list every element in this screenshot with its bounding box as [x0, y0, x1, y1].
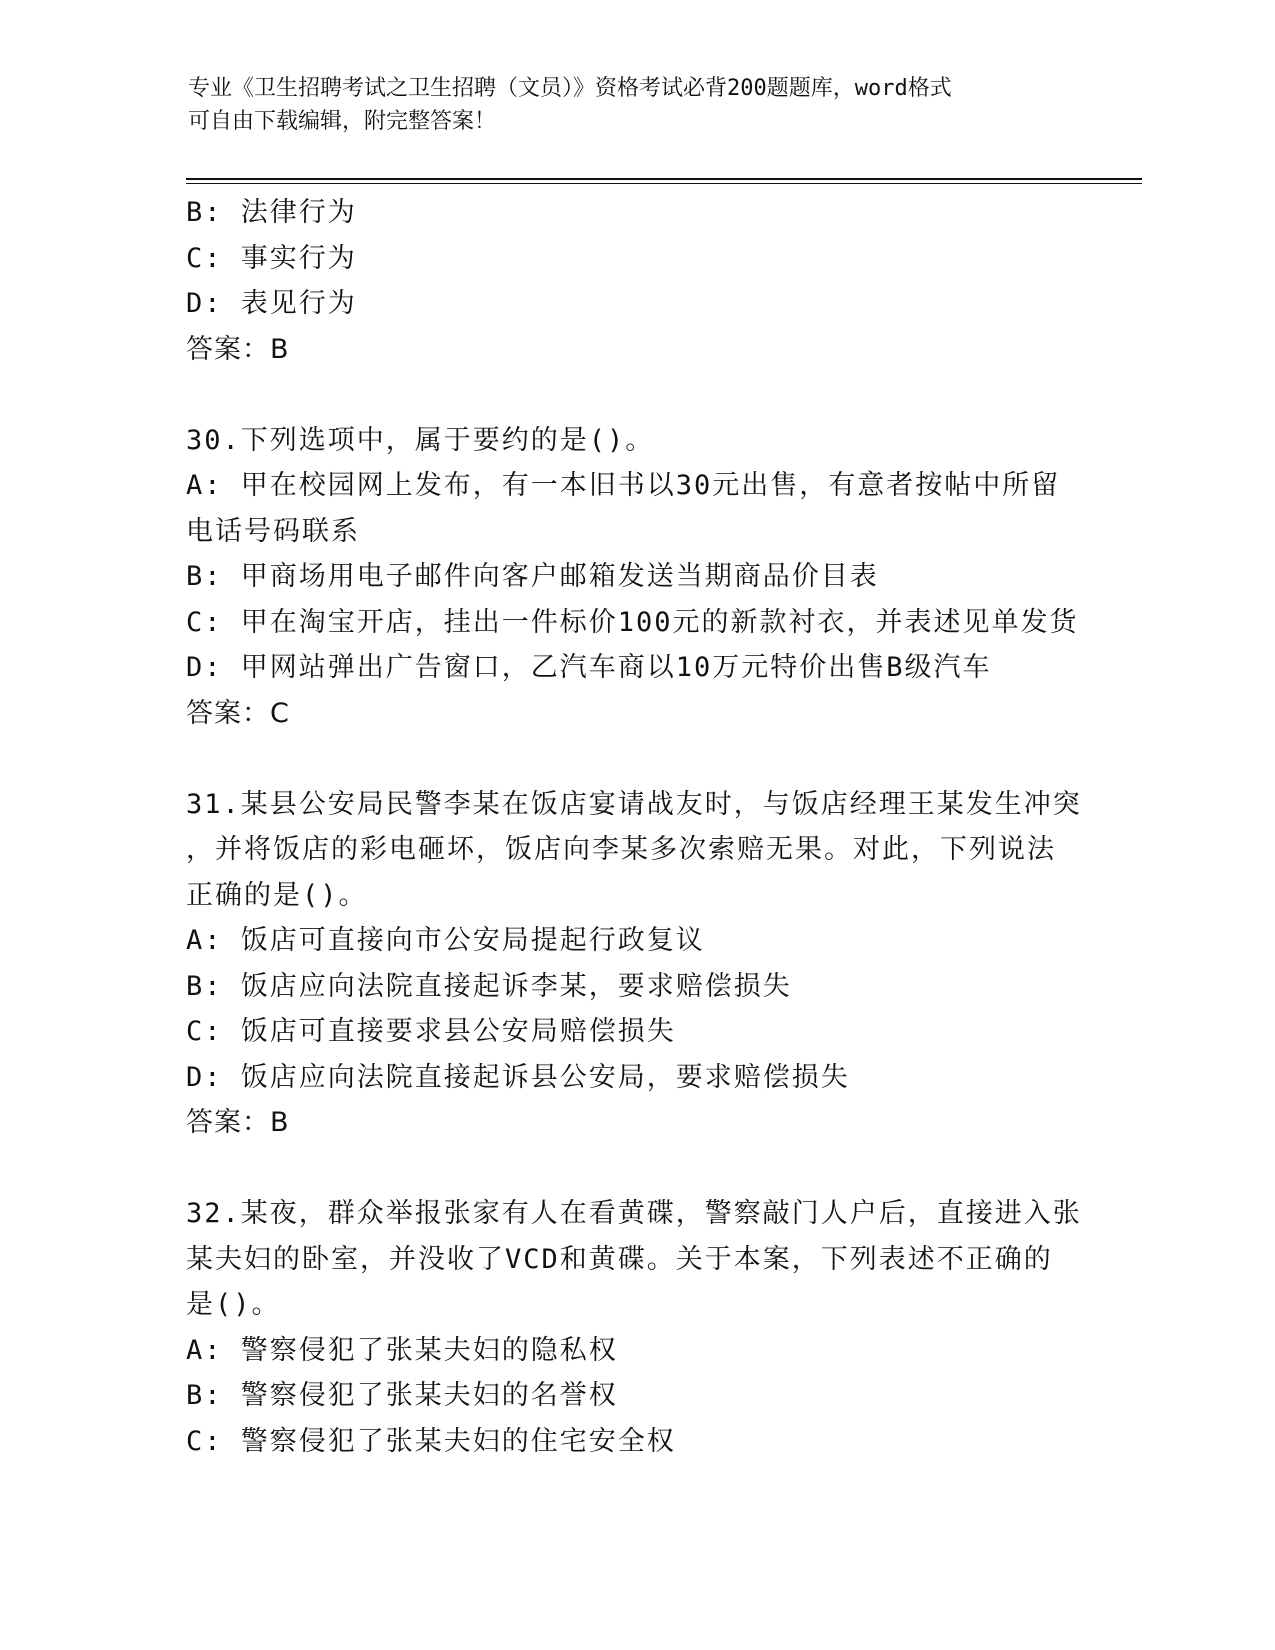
option-b: B: 法律行为 — [186, 197, 357, 228]
question-stem: 30.下列选项中，属于要约的是()。 — [186, 424, 655, 456]
option-c: C: 事实行为 — [186, 242, 357, 274]
question-stem: 31.某县公安局民警李某在饭店宴请战友时，与饭店经理王某发生冲突 — [186, 788, 1082, 820]
question-30 — [186, 418, 1086, 737]
option-a-continued: 电话号码联系 — [186, 515, 360, 547]
header-divider — [186, 178, 1142, 184]
option-d: D: 表见行为 — [186, 288, 357, 319]
question-29 — [186, 190, 1086, 372]
option-c: C: 饭店可直接要求县公安局赔偿损失 — [186, 1016, 676, 1047]
question-32 — [186, 1191, 1086, 1464]
document-header — [188, 72, 1068, 138]
question-stem-continued: 某夫妇的卧室，并没收了VCD和黄碟。关于本案，下列表述不正确的 — [186, 1243, 1053, 1275]
answer-line: 答案：C — [186, 697, 290, 729]
header-title-line-2: 可自由下载编辑，附完整答案！ — [188, 109, 497, 134]
option-a: A: 警察侵犯了张某夫妇的隐私权 — [186, 1334, 618, 1366]
option-a: A: 饭店可直接向市公安局提起行政复议 — [186, 925, 705, 956]
option-a: A: 甲在校园网上发布，有一本旧书以30元出售，有意者按帖中所留 — [186, 470, 1061, 501]
option-b: B: 警察侵犯了张某夫妇的名誉权 — [186, 1380, 618, 1411]
question-list — [186, 190, 1086, 1464]
question-stem-continued: 正确的是()。 — [186, 879, 368, 911]
option-c: C: 警察侵犯了张某夫妇的住宅安全权 — [186, 1425, 676, 1457]
option-d: D: 饭店应向法院直接起诉县公安局，要求赔偿损失 — [186, 1061, 850, 1093]
question-31 — [186, 782, 1086, 1146]
option-b: B: 饭店应向法院直接起诉李某，要求赔偿损失 — [186, 970, 792, 1002]
answer-line: 答案：B — [186, 1107, 290, 1138]
question-stem-continued: ，并将饭店的彩电砸坏，饭店向李某多次索赔无果。对此，下列说法 — [186, 834, 1056, 865]
option-b: B: 甲商场用电子邮件向客户邮箱发送当期商品价目表 — [186, 561, 879, 592]
option-d: D: 甲网站弹出广告窗口，乙汽车商以10万元特价出售B级汽车 — [186, 652, 992, 683]
answer-line: 答案：B — [186, 333, 290, 365]
option-c: C: 甲在淘宝开店，挂出一件标价100元的新款衬衣，并表述见单发货 — [186, 606, 1079, 638]
header-title-line-1: 专业《卫生招聘考试之卫生招聘（文员）》资格考试必背200题题库，word格式 — [188, 76, 952, 101]
question-stem-continued: 是()。 — [186, 1289, 281, 1320]
question-stem: 32.某夜，群众举报张家有人在看黄碟，警察敲门人户后，直接进入张 — [186, 1198, 1082, 1229]
